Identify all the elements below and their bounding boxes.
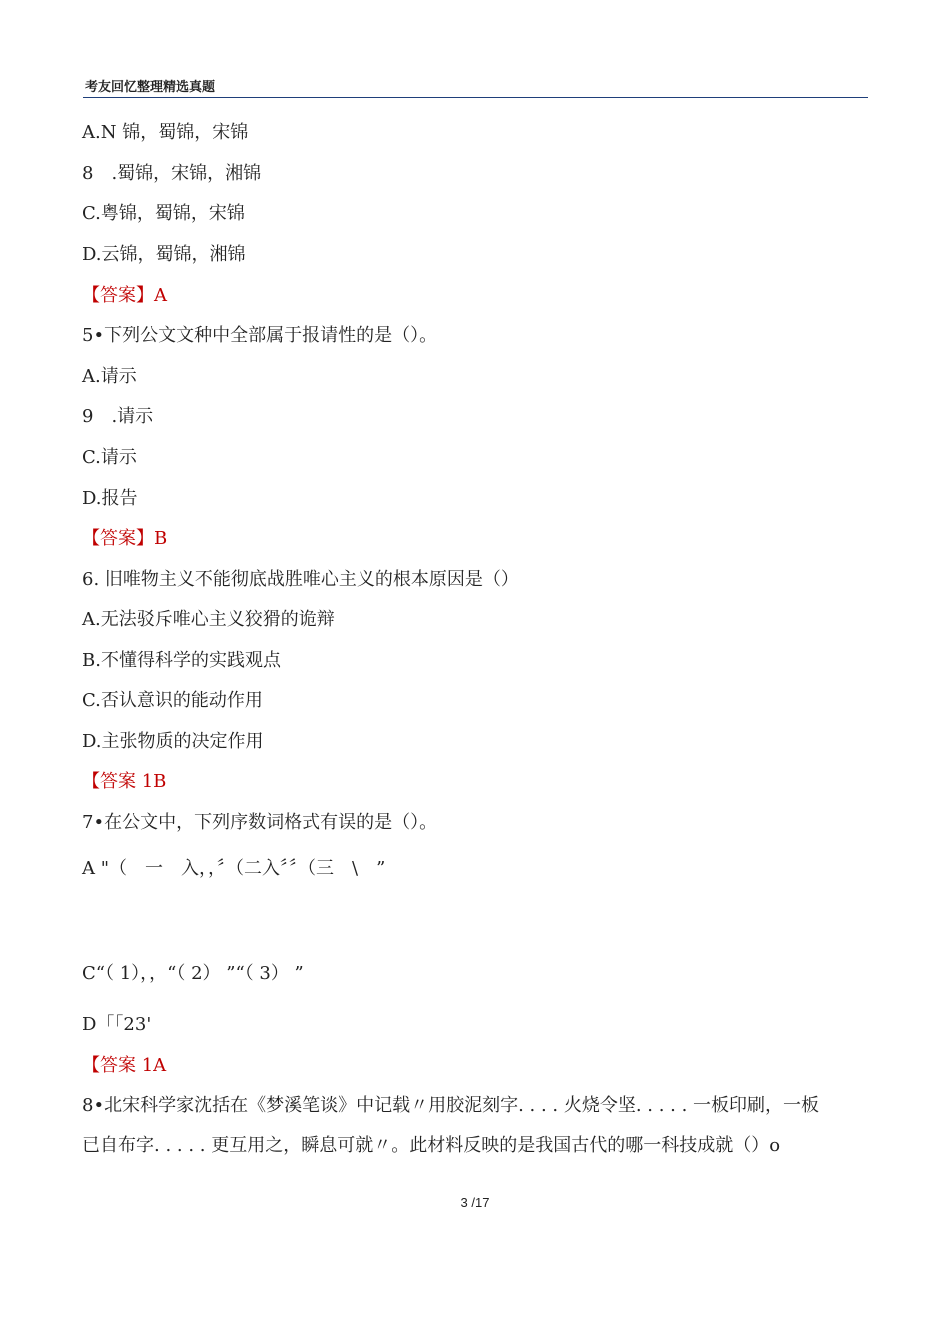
question-5: 5•下列公文文种中全部属于报请性的是（）。 bbox=[82, 325, 438, 346]
question-6: 6. 旧唯物主义不能彻底战胜唯心主义的根本原因是（） bbox=[82, 569, 519, 590]
option-d-q7: D「「23' bbox=[82, 1014, 152, 1035]
question-8-line2: 已自布字. . . . . 更互用之，瞬息可就〃。此材料反映的是我国古代的哪一科技成就（）o bbox=[82, 1135, 781, 1156]
option-a-q4: A.N 锦，蜀锦，宋锦 bbox=[82, 122, 249, 143]
option-a-q6: A.无法驳斥唯心主义狡猾的诡辩 bbox=[82, 609, 335, 630]
answer-q7: 【答案 1A bbox=[82, 1055, 167, 1076]
answer-q5: 【答案】B bbox=[82, 528, 168, 549]
header-title: 考友回忆整理精选真题 bbox=[85, 80, 216, 95]
option-c-q4: C.粤锦，蜀锦，宋锦 bbox=[82, 203, 245, 224]
option-b-q5: 9 .请示 bbox=[82, 406, 154, 427]
page-number: 3 /17 bbox=[460, 1195, 490, 1210]
option-d-q4: D.云锦，蜀锦，湘锦 bbox=[82, 244, 246, 265]
option-b-q4: 8 .蜀锦，宋锦，湘锦 bbox=[82, 163, 262, 184]
answer-q4: 【答案】A bbox=[82, 285, 167, 306]
question-8-line1: 8•北宋科学家沈括在《梦溪笔谈》中记载〃用胶泥刻字. . . . 火烧令坚. . . . . 一板印刷，一板 bbox=[82, 1095, 820, 1116]
option-a-q7: A "（ 一 入，，〞（二入〞〞（三 \ ” bbox=[82, 858, 386, 879]
option-a-q5: A.请示 bbox=[82, 366, 137, 387]
option-c-q6: C.否认意识的能动作用 bbox=[82, 690, 263, 711]
option-d-q5: D.报告 bbox=[82, 488, 138, 509]
option-c-q7: C“（ 1），，“（ 2） ”“（ 3） ” bbox=[82, 963, 304, 984]
question-7: 7•在公文中，下列序数词格式有误的是（）。 bbox=[82, 812, 438, 833]
page-header bbox=[83, 76, 868, 98]
option-b-q6: B.不懂得科学的实践观点 bbox=[82, 650, 281, 671]
option-d-q6: D.主张物质的决定作用 bbox=[82, 731, 264, 752]
option-c-q5: C.请示 bbox=[82, 447, 137, 468]
answer-q6: 【答案 1B bbox=[82, 771, 167, 792]
